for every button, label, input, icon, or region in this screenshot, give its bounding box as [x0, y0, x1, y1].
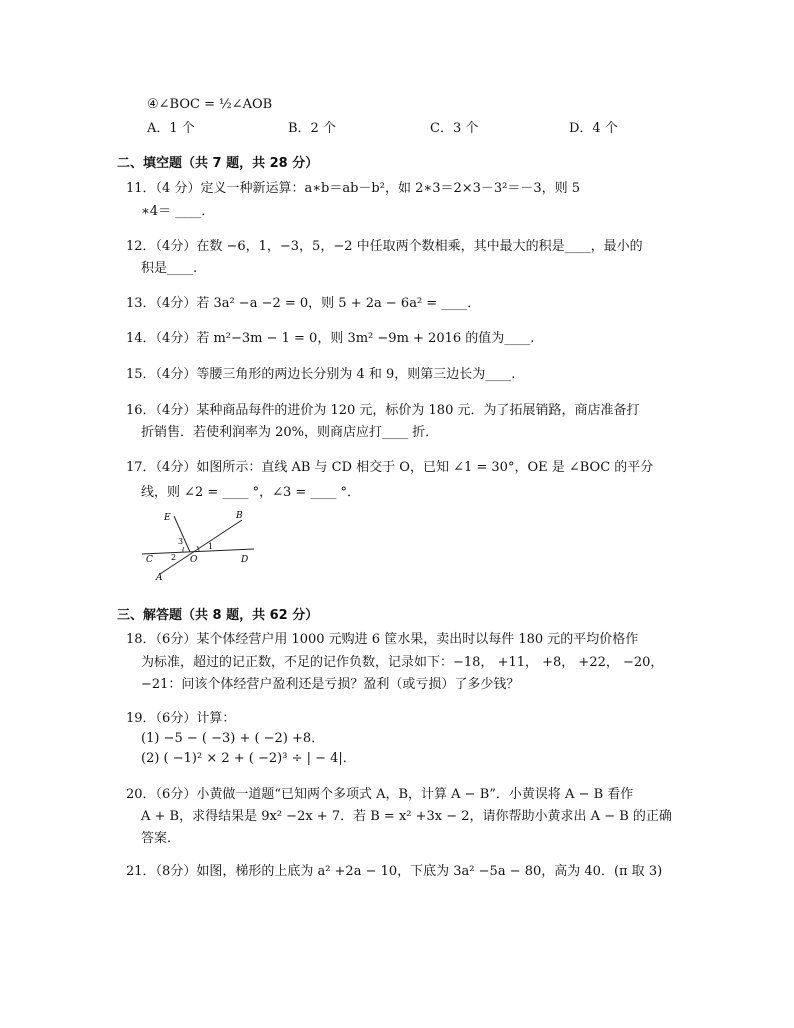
angle-figure	[138, 506, 264, 584]
q18-line2: 为标准，超过的记正数，不足的记作负数，记录如下：−18， +11， +8， +22， −20，	[141, 655, 664, 670]
q18-line1: 18．（6分）某个体经营户用 1000 元购进 6 筐水果，卖出时以每件 180 元的平均价格作	[126, 632, 639, 647]
label-1: 1	[208, 542, 214, 551]
label-d: D	[241, 555, 249, 565]
option-a: A．1 个	[147, 121, 195, 136]
q14: 14．（4分）若 m²−3m − 1 = 0，则 3m² −9m + 2016 的值为____.	[126, 331, 535, 346]
label-3: 3	[178, 537, 184, 546]
label-c: C	[146, 555, 153, 565]
section-3-title: 三、解答题（共 8 题，共 62 分）	[117, 608, 319, 623]
q21: 21．（8分）如图，梯形的上底为 a² +2a − 10，下底为 3a² −5a − 80，高为 40．(π 取 3)	[126, 864, 663, 879]
label-a: A	[156, 573, 163, 583]
q13: 13．（4分）若 3a² −a −2 = 0，则 5 + 2a − 6a² = ____．	[126, 296, 481, 311]
q16-line2: 折销售．若使利润率为 20%，则商店应打____ 折．	[141, 425, 439, 440]
line-ab	[160, 520, 242, 574]
label-e: E	[164, 513, 171, 523]
item-4-statement: ④∠BOC = ½∠AOB	[147, 97, 273, 112]
label-o: O	[190, 555, 198, 565]
q17-line2: 线，则 ∠2 = ____ °，∠3 = ____ °．	[141, 485, 361, 500]
line-cd	[142, 549, 254, 554]
label-b: B	[236, 511, 243, 521]
ray-oe	[174, 516, 190, 552]
angle-arc-2	[183, 547, 184, 552]
q20-line1: 20．（6分）小黄做一道题“已知两个多项式 A，B，计算 A − B”．小黄误将 A − B 看作	[126, 787, 634, 802]
q12-line1: 12．（4分）在数 −6，1，−3，5，−2 中任取两个数相乘，其中最大的积是____，最小的	[126, 239, 643, 254]
q19-line1: 19．（6分）计算：	[126, 711, 236, 726]
q11-line1: 11．（4 分）定义一种新运算：a∗b＝ab－b²，如 2∗3＝2×3－3²＝－3，则 5	[126, 181, 581, 196]
q19-line2: (1) −5 − ( −3) + ( −2) +8．	[141, 731, 325, 746]
q17-line1: 17．（4分）如图所示：直线 AB 与 CD 相交于 O，已知 ∠1 = 30°，OE 是 ∠BOC 的平分	[126, 460, 654, 475]
q20-line2: A + B，求得结果是 9x² −2x + 7．若 B = x² +3x − 2，请你帮助小黄求出 A − B 的正确	[141, 809, 672, 824]
option-d: D．4 个	[569, 121, 618, 136]
q15: 15．（4分）等腰三角形的两边长分别为 4 和 9，则第三边长为____.	[126, 367, 516, 382]
label-2: 2	[171, 553, 177, 562]
q20-line3: 答案．	[141, 831, 181, 846]
option-b: B．2 个	[288, 121, 336, 136]
q11-line2: ∗4＝ ____．	[141, 204, 215, 219]
q12-line2: 积是____.	[141, 261, 198, 276]
section-2-title: 二、填空题（共 7 题，共 28 分）	[117, 156, 319, 171]
q18-line3: −21：问该个体经营户盈利还是亏损？盈利（或亏损）了多少钱？	[141, 677, 520, 692]
q16-line1: 16．（4分）某种商品每件的进价为 120 元，标价为 180 元．为了拓展销路，商店准备打	[126, 403, 640, 418]
q19-line3: (2) ( −1)² × 2 + ( −2)³ ÷ | − 4|．	[141, 751, 356, 766]
option-c: C．3 个	[430, 121, 479, 136]
